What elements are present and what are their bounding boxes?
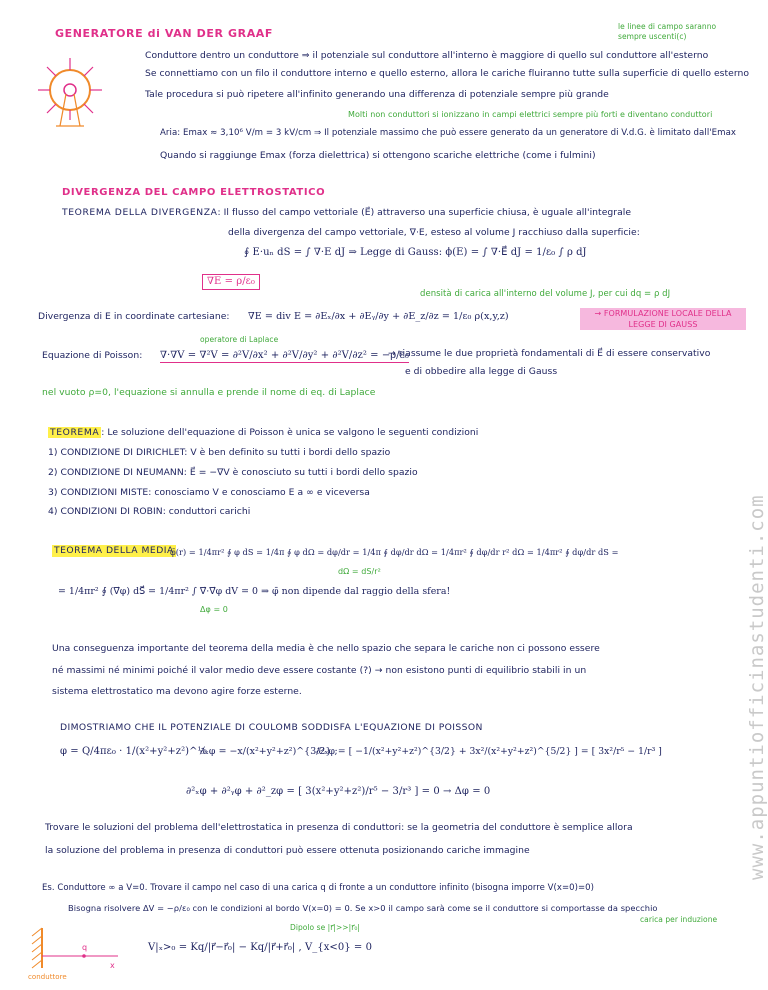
cartesiane-equation: ∇E = div E = ∂Eₓ/∂x + ∂Eᵧ/∂y + ∂E_z/∂z = 1/ε₀ ρ(x,y,z) (248, 311, 509, 322)
div-rho-boxed: ∇E = ρ/ε₀ (202, 274, 260, 290)
coulomb-laplaciano: ∂²ₓφ + ∂²ᵧφ + ∂²_zφ = [ 3(x²+y²+z²)/r⁵ − 3/r³ ] = 0 → Δφ = 0 (186, 786, 491, 797)
coulomb-dxx: ∂²ₓφ = [ −1/(x²+y²+z²)^{3/2} + 3x²/(x²+y²+z²)^{5/2} ] = [ 3x²/r⁵ − 1/r³ ] (316, 746, 662, 757)
conseguenza-1: Una conseguenza importante del teorema della media è che nello spazio che separa le cariche non ci possono essere (52, 643, 600, 654)
condizione-3: 3) CONDIZIONI MISTE: conosciamo V e conosciamo E a ∞ e viceversa (48, 487, 370, 498)
q-label: q (82, 943, 88, 952)
vdg-line-3: Tale procedura si può ripetere all'infinito generando una differenza di potenziale sempre più grande (145, 89, 609, 100)
esempio-solution: V|ₓ>₀ = Kq/|r⃗−r⃗₀| − Kq/|r⃗+r⃗₀| , V_{x<0} = 0 (148, 942, 372, 953)
teorema-label: TEOREMA (50, 427, 100, 438)
poisson-note-1: → riassume le due proprietà fondamentali di E⃗ di essere conservativo (388, 348, 711, 359)
esempio-line-2: Bisogna risolvere ΔV = −ρ/ε₀ con le condizioni al bordo V(x=0) = 0. Se x>0 il campo sarà come se il conduttore si comportasse da specchio (68, 903, 658, 913)
side-note: le linee di campo saranno sempre uscenti(c) (618, 22, 717, 41)
coulomb-dx: ∂ₓφ = −x/(x²+y²+z²)^{3/2} ; (200, 746, 338, 757)
vdg-note: Molti non conduttori si ionizzano in campi elettrici sempre più forti e diventano conduttori (348, 110, 713, 119)
vuoto-laplace: nel vuoto ρ=0, l'equazione si annulla e prende il nome di eq. di Laplace (42, 387, 376, 398)
condizione-4: 4) CONDIZIONI DI ROBIN: conduttori carichi (48, 506, 251, 517)
conseguenza-3: sistema elettrostatico ma devono agire forze esterne. (52, 686, 302, 697)
dipolo-note: Dipolo se |r⃗|>>|r⃗₀| (290, 923, 360, 932)
condizione-2: 2) CONDIZIONE DI NEUMANN: E⃗ = −∇V è conosciuto su tutti i bordi dello spazio (48, 467, 418, 478)
media-equation-1: φ̄(r) = 1/4πr² ∮ φ dS = 1/4π ∮ φ dΩ = dφ/dr = 1/4π ∮ dφ/dr dΩ = 1/4πr² ∮ dφ/dr r² dΩ = 1/4πr² ∮ dφ/dr dS = (170, 547, 619, 557)
delta-phi-note: Δφ = 0 (200, 605, 228, 614)
teorema-divergenza (62, 207, 631, 219)
carica-induzione-note: carica per induzione (640, 915, 718, 924)
coulomb-title: DIMOSTRIAMO CHE IL POTENZIALE DI COULOMB SODDISFA L'EQUAZIONE DI POISSON (60, 722, 483, 733)
section-title-vdg: GENERATORE di VAN DER GRAAF (55, 27, 274, 40)
conseguenza-2: né massimi né minimi poiché il valor medio deve essere costante (?) → non esistono punti di equilibrio stabili in un (52, 665, 587, 676)
teorema-divergenza-text-1: : Il flusso del campo vettoriale (E⃗) attraverso una superficie chiusa, è uguale all'integrale (217, 207, 632, 218)
watermark (716, 494, 768, 880)
esempio-line-1: Es. Conduttore ∞ a V=0. Trovare il campo nel caso di una carica q di fronte a un conduttore infinito (bisogna imporre V(x=0)=0) (42, 883, 594, 893)
laplace-operator-note: operatore di Laplace (200, 335, 279, 344)
vdg-line-2: Se connettiamo con un filo il conduttore interno e quello esterno, allora le cariche fluiranno tutte sulla superficie di quello esterno (145, 68, 750, 79)
vdg-line-4: Aria: Emax ≈ 3,10⁶ V/m = 3 kV/cm ⇒ Il potenziale massimo che può essere generato da un generatore di V.d.G. è limitato dall'Emax (160, 128, 737, 138)
poisson-label: Equazione di Poisson: (42, 350, 143, 361)
formulazione-locale: → FORMULAZIONE LOCALE DELLA LEGGE DI GAUSS (580, 308, 746, 330)
coulomb-phi: φ = Q/4πε₀ · 1/(x²+y²+z²)^½ (60, 746, 208, 757)
van-der-graaf-sketch (30, 52, 110, 132)
x-label: x (110, 961, 115, 970)
cartesiane-label: Divergenza di E in coordinate cartesiane: (38, 311, 230, 322)
watermark-text: www.appuntiofficinastudenti.com (746, 494, 768, 880)
immagine-line-1: Trovare le soluzioni del problema dell'elettrostatica in presenza di conduttori: se la geometria del conduttore è semplice allora (45, 822, 633, 833)
vdg-line-5: Quando si raggiunge Emax (forza dielettrica) si ottengono scariche elettriche (come i fulmini) (160, 150, 596, 161)
teorema-media-label: TEOREMA DELLA MEDIA (54, 545, 174, 556)
poisson-note-2: e di obbedire alla legge di Gauss (405, 366, 558, 377)
domega-note: dΩ = dS/r² (338, 567, 381, 576)
immagine-line-2: la soluzione del problema in presenza di conduttori può essere ottenuta posizionando cariche immagine (45, 845, 530, 856)
gauss-equation: ∮ E·uₙ dS = ∫ ∇·E dJ ⇒ Legge di Gauss: ϕ(E) = ∫ ∇·E⃗ dJ = 1/ε₀ ∫ ρ dJ (244, 247, 587, 258)
teorema-divergenza-label: TEOREMA DELLA DIVERGENZA (62, 207, 218, 218)
teorema-unicita (48, 427, 478, 439)
teorema-divergenza-text-2: della divergenza del campo vettoriale, ∇·E, esteso al volume J racchiuso dalla superficie: (228, 227, 640, 238)
conduttore-label: conduttore (28, 973, 67, 981)
poisson-equation: ∇·∇V = ∇²V = ∂²V/∂x² + ∂²V/∂y² + ∂²V/∂z² = −ρ/ε₀ (160, 350, 409, 361)
densita-note: densità di carica all'interno del volume J, per cui dq = ρ dJ (420, 289, 671, 299)
teorema-text: : Le soluzione dell'equazione di Poisson è unica se valgono le seguenti condizioni (101, 427, 479, 438)
vdg-line-1: Conduttore dentro un conduttore ⇒ il potenziale sul conduttore all'interno è maggiore di quello sul conduttore all'esterno (145, 50, 709, 61)
media-equation-2: = 1/4πr² ∮ (∇⃗φ) dS⃗ = 1/4πr² ∫ ∇⃗·∇⃗φ dV = 0 ⇒ φ̄ non dipende dal raggio della sfera! (58, 586, 451, 597)
condizione-1: 1) CONDIZIONE DI DIRICHLET: V è ben definito su tutti i bordi dello spazio (48, 447, 391, 458)
section-title-divergenza: DIVERGENZA DEL CAMPO ELETTROSTATICO (62, 187, 326, 198)
